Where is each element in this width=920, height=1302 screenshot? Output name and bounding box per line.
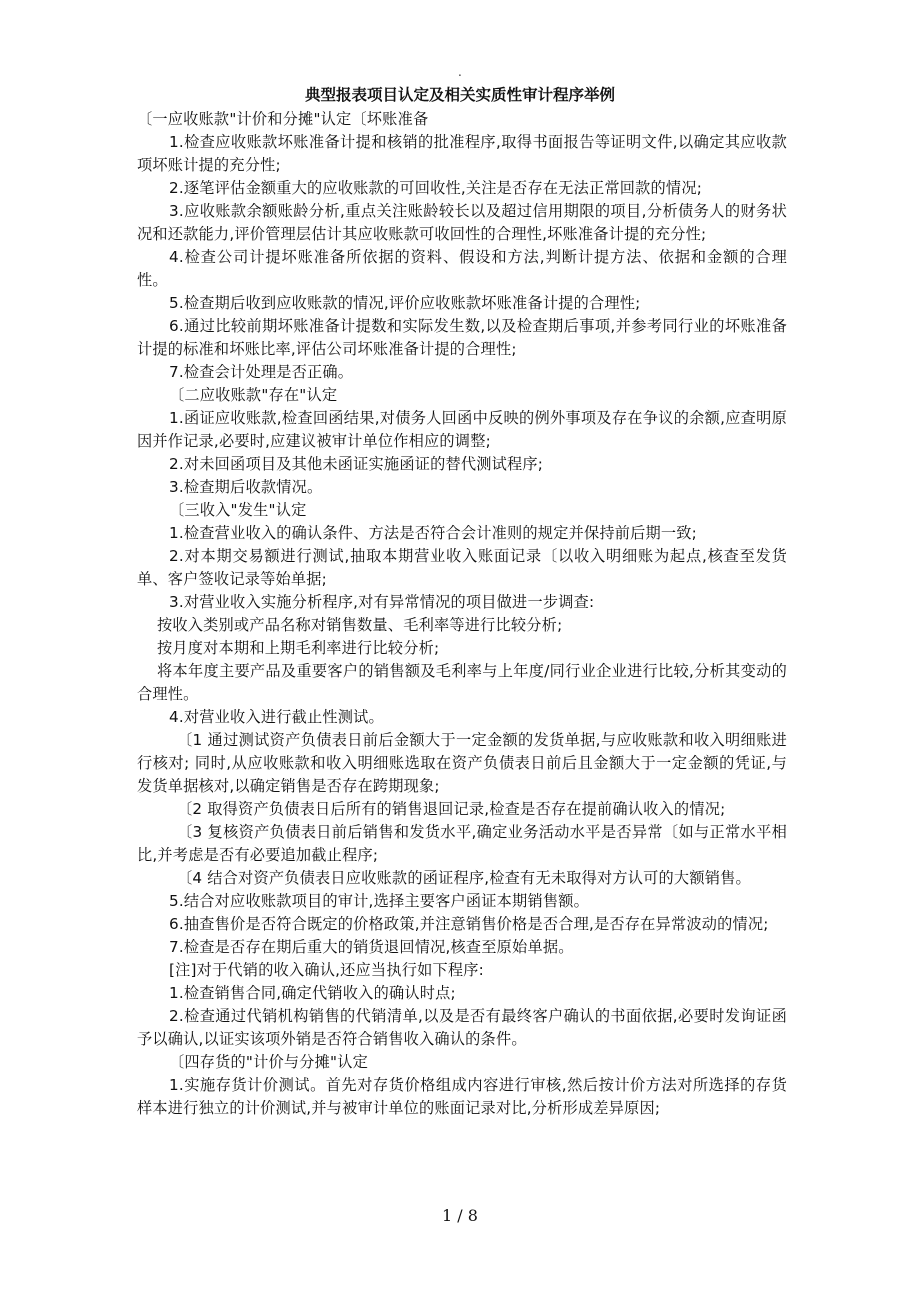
paragraph: 4.检查公司计提坏账准备所依据的资料、假设和方法,判断计提方法、依据和金额的合理性。 [137,248,787,289]
paragraph: 1.检查应收账款坏账准备计提和核销的批准程序,取得书面报告等证明文件,以确定其应收款项坏账计提的充分性; [137,133,787,174]
page-number: 1 / 8 [442,1206,478,1225]
paragraph: 〔4 结合对资产负债表日应收账款的函证程序,检查有无未取得对方认可的大额销售。 [177,869,751,887]
paragraph: 3.应收账款余额账龄分析,重点关注账龄较长以及超过信用期限的项目,分析债务人的财务状况和还款能力,评价管理层估计其应收账款可收回性的合理性,坏账准备计提的充分性; [137,202,787,243]
paragraph: 6.通过比较前期坏账准备计提数和实际发生数,以及检查期后事项,并参考同行业的坏账准备计提的标准和坏账比率,评估公司坏账准备计提的合理性; [137,317,787,358]
paragraph: 〔二应收账款"存在"认定 [169,386,338,404]
paragraph: 4.对营业收入进行截止性测试。 [169,708,384,726]
paragraph: 1.检查销售合同,确定代销收入的确认时点; [169,984,456,1002]
paragraph: 1.实施存货计价测试。首先对存货价格组成内容进行审核,然后按计价方法对所选择的存货样本进行独立的计价测试,并与被审计单位的账面记录对比,分析形成差异原因; [137,1076,787,1117]
paragraph: 〔3 复核资产负债表日前后销售和发货水平,确定业务活动水平是否异常〔如与正常水平相比,并考虑是否有必要追加截止程序; [137,823,787,864]
paragraph: 6.抽查售价是否符合既定的价格政策,并注意销售价格是否合理,是否存在异常波动的情况; [169,915,769,933]
paragraph: 5.检查期后收到应收账款的情况,评价应收账款坏账准备计提的合理性; [169,294,641,312]
paragraph: 〔2 取得资产负债表日后所有的销售退回记录,检查是否存在提前确认收入的情况; [177,800,726,818]
paragraph: 3.检查期后收款情况。 [169,478,323,496]
paragraph: 3.对营业收入实施分析程序,对有异常情况的项目做进一步调查: [169,593,595,611]
paragraph: [注]对于代销的收入确认,还应当执行如下程序: [169,961,484,979]
paragraph: 按收入类别或产品名称对销售数量、毛利率等进行比较分析; [157,616,563,634]
paragraph: 2.对未回函项目及其他未函证实施函证的替代测试程序; [169,455,544,473]
paragraph: 1.函证应收账款,检查回函结果,对债务人回函中反映的例外事项及存在争议的余额,应查明原因并作记录,必要时,应建议被审计单位作相应的调整; [137,409,787,450]
paragraph: 1.检查营业收入的确认条件、方法是否符合会计准则的规定并保持前后期一致; [169,524,697,542]
paragraph: 5.结合对应收账款项目的审计,选择主要客户函证本期销售额。 [169,892,589,910]
page-title: 典型报表项目认定及相关实质性审计程序举例 [304,86,615,104]
paragraph: 〔四存货的"计价与分摊"认定 [169,1053,369,1071]
paragraph: 2.对本期交易额进行测试,抽取本期营业收入账面记录〔以收入明细账为起点,核查至发货单、客户签收记录等始单据; [137,547,787,588]
paragraph: 将本年度主要产品及重要客户的销售额及毛利率与上年度/同行业企业进行比较,分析其变动的合理性。 [137,662,787,703]
paragraph: 〔一应收账款"计价和分摊"认定〔坏账准备 [137,110,429,128]
paragraph: 按月度对本期和上期毛利率进行比较分析; [157,639,440,657]
paragraph: 2.检查通过代销机构销售的代销清单,以及是否有最终客户确认的书面依据,必要时发询证函予以确认,以证实该项外销是否符合销售收入确认的条件。 [137,1007,787,1048]
paragraph: 〔1 通过测试资产负债表日前后金额大于一定金额的发货单据,与应收账款和收入明细账进行核对; 同时,从应收账款和收入明细账选取在资产负债表日前后且金额大于一定金额的凭证,与发货单据核对,以确定销售是否存在跨期现象; [137,731,787,795]
paragraph: 2.逐笔评估金额重大的应收账款的可回收性,关注是否存在无法正常回款的情况; [169,179,703,197]
paragraph: 7.检查是否存在期后重大的销货退回情况,核查至原始单据。 [169,938,574,956]
paragraph: 7.检查会计处理是否正确。 [169,363,354,381]
header-mark: . [458,65,462,79]
paragraph: 〔三收入"发生"认定 [169,501,307,519]
document-body [137,108,787,1120]
